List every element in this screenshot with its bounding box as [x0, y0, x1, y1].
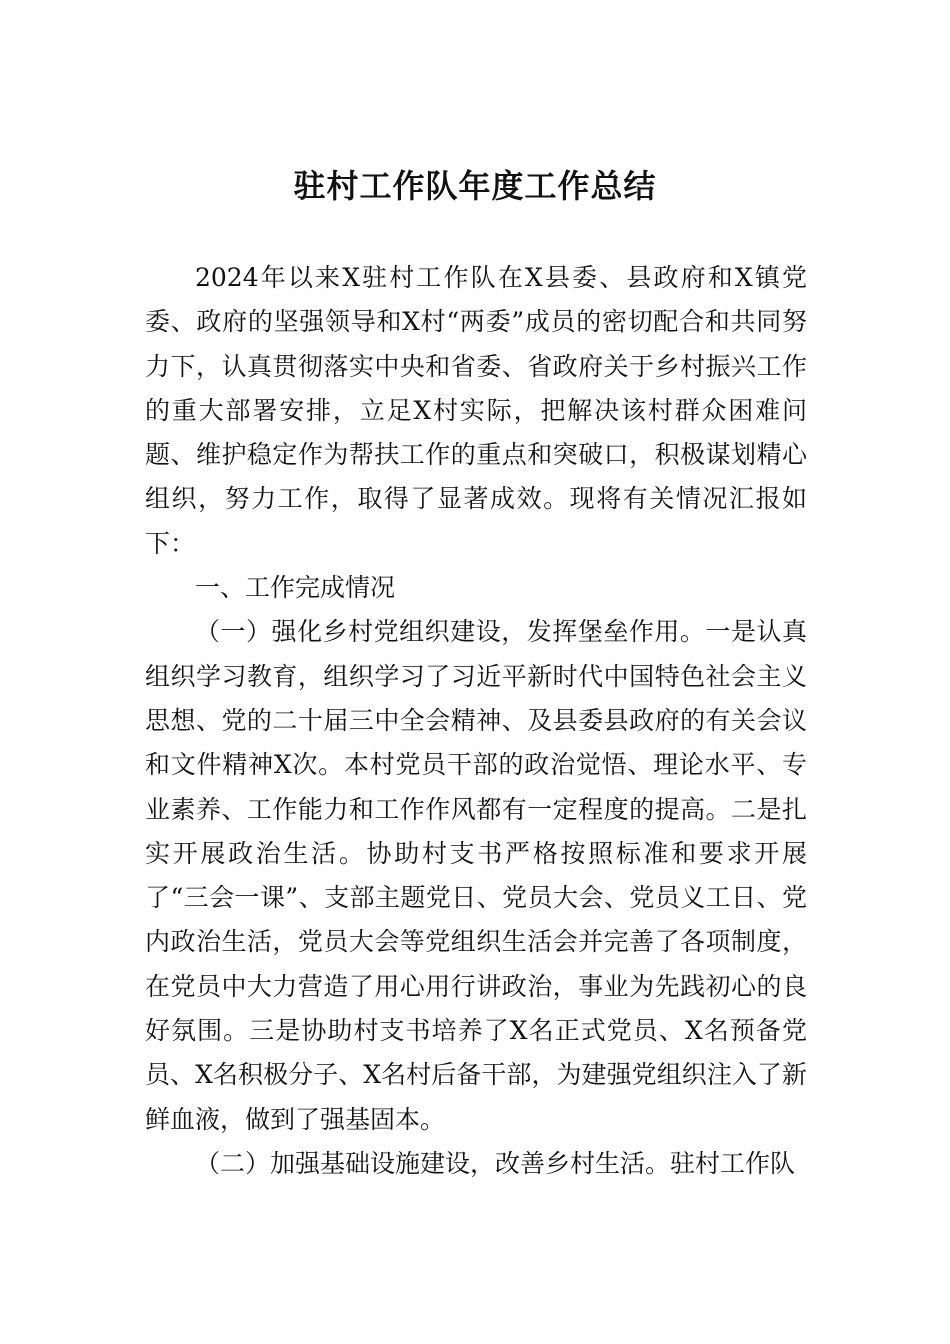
section-heading-work-completion: 一、工作完成情况 — [195, 573, 396, 603]
subsection-2-body: 驻村工作队 — [670, 1148, 796, 1178]
document-title: 驻村工作队年度工作总结 — [293, 167, 657, 205]
subsection-2-paragraph — [145, 1142, 807, 1186]
subsection-1-heading: （一）强化乡村党组织建设，发挥堡垒作用。 — [195, 617, 706, 647]
document-body — [145, 256, 807, 1186]
intro-paragraph: 2024年以来X驻村工作队在X县委、县政府和X镇党委、政府的坚强领导和X村“两委”成员的密切配合和共同努力下，认真贯彻落实中央和省委、省政府关于乡村振兴工作的重大部署安排，立足X村实际，把解决该村群众困难问题、维护稳定作为帮扶工作的重点和突破口，积极谋划精心组织，努力工作，取得了显著成效。现将有关情况汇报如下： — [145, 263, 807, 558]
subsection-2-heading: （二）加强基础设施建设，改善乡村生活。 — [195, 1148, 671, 1178]
subsection-1-paragraph — [145, 610, 807, 1142]
subsection-1-body: 一是认真组织学习教育，组织学习了习近平新时代中国特色社会主义思想、党的二十届三中全会精神、及县委县政府的有关会议和文件精神X次。本村党员干部的政治觉悟、理论水平、专业素养、工作能力和工作作风都有一定程度的提高。二是扎实开展政治生活。协助村支书严格按照标准和要求开展了“三会一课”、支部主题党日、党员大会、党员义工日、党内政治生活，党员大会等党组织生活会并完善了各项制度，在党员中大力营造了用心用行讲政治，事业为先践初心的良好氛围。三是协助村支书培养了X名正式党员、X名预备党员、X名积极分子、X名村后备干部，为建强党组织注入了新鲜血液，做到了强基固本。 — [145, 617, 807, 1134]
